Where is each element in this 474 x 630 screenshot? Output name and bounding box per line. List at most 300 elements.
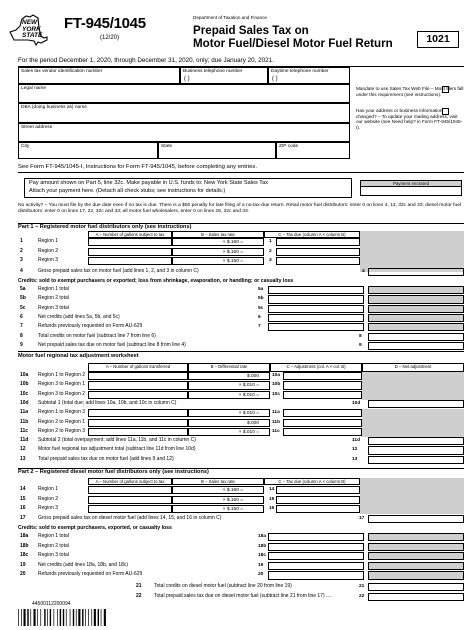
row-7 <box>18 323 464 332</box>
part2-col-c-header: C – Tax due (column A × column B) <box>264 478 360 485</box>
row-11c <box>18 428 464 437</box>
line-4-tag: 4 <box>362 269 365 274</box>
row-3-label-text: Region 3 <box>38 257 59 264</box>
row-1-tag: 1 <box>269 239 272 244</box>
row-3-tag: 3 <box>269 258 272 264</box>
row-7-tag: 7 <box>258 324 261 330</box>
barcode-bar <box>76 609 77 626</box>
row-10c-rate: × $.010 = <box>188 391 270 399</box>
row-13-label-number: 13 <box>20 455 26 462</box>
legal-name-field[interactable] <box>18 84 350 103</box>
business-phone-label: Business telephone number <box>183 69 243 74</box>
row-19 <box>18 562 464 571</box>
row-10b-label-text: Region 3 to Region 1 <box>38 381 85 388</box>
row-19-shade <box>368 562 464 570</box>
row-11c-rate: × $.010 = <box>188 428 270 436</box>
line-17-label: 17 Gross prepaid sales tax on diesel motor fuel (add lines 14, 15, and 16 in column C) <box>20 515 222 521</box>
row-16-label-number: 16 <box>20 505 26 512</box>
row-10b-adjustment[interactable] <box>283 381 362 389</box>
no-activity-note: No activity? – You must file by the due date even if no tax is due. There is a $50 penalty for late filing of a no-tax-due return. Retail motor fuel distributors: enter 0 on lines 4, 13, 32c and 33; diesel motor fuel distributors: enter 0 on lines 17, 22, 32c and 33; all motor fuel wholesalers, enter 0 on lines 28, 32c and 33. <box>18 203 462 214</box>
row-8-amount[interactable] <box>368 333 464 341</box>
row-6-label <box>20 315 120 321</box>
row-10c-tag: 10c <box>272 391 281 397</box>
row-11b <box>18 419 464 428</box>
row-5c-label-number: 5c <box>20 304 26 311</box>
street-address-label: Street address <box>21 125 53 130</box>
form-title-line1: Prepaid Sales Tax on <box>193 24 309 37</box>
line-17 <box>18 515 464 524</box>
row-9-label <box>20 343 186 349</box>
row-5a-label-number: 5a <box>20 286 26 292</box>
row-20-amount[interactable] <box>268 571 364 579</box>
barcode-bar <box>30 609 31 626</box>
row-10d-net[interactable] <box>368 400 464 408</box>
barcode-bar <box>66 609 67 626</box>
row-6-shade <box>368 314 464 322</box>
row-18c-label-number: 18c <box>20 552 29 559</box>
row-5c-tag: 5c <box>258 305 264 311</box>
barcode-bar <box>94 609 96 626</box>
zip-code-field[interactable] <box>276 142 350 159</box>
vendor-id-label: Sales tax vendor identification number <box>21 69 103 74</box>
row-6-label-number: 6 <box>20 313 23 320</box>
row-10c <box>18 391 464 400</box>
row-2-label <box>20 249 58 255</box>
line-22-tag: 22 <box>359 594 365 599</box>
row-10b-tag: 10b <box>272 382 281 388</box>
line-21 <box>18 583 464 592</box>
row-2-label-text: Region 2 <box>38 247 59 254</box>
row-9-amount[interactable] <box>368 342 464 350</box>
row-10d-label-text: Subtotal 1 (total due; add lines 10a, 10b, and 10c in column C) <box>38 399 177 406</box>
row-20-label-number: 20 <box>20 571 26 578</box>
row-11b-label <box>20 420 85 426</box>
city-label: City <box>21 144 30 149</box>
barcode-bar <box>70 609 71 626</box>
row-18a-label-number: 18a <box>20 533 29 539</box>
row-10a-rate: $.000 <box>188 372 270 380</box>
row-2-rate: × $.160 = <box>172 248 264 256</box>
line-17-tag: 17 <box>359 516 365 521</box>
row-5c-label <box>20 306 69 312</box>
row-18a-shade <box>368 533 464 541</box>
row-10b <box>18 381 464 390</box>
row-10b-gallons[interactable] <box>88 381 188 389</box>
row-5b-label-text: Region 2 total <box>38 295 69 302</box>
daytime-phone-label: Daytime telephone number <box>271 69 329 74</box>
row-18b-amount[interactable] <box>268 543 364 551</box>
row-5a <box>18 286 464 295</box>
worksheet-col-b-header: B – Differential rate <box>188 363 270 372</box>
row-12 <box>18 446 464 455</box>
row-5a-amount[interactable] <box>268 286 364 294</box>
row-2 <box>18 248 464 257</box>
row-12-label <box>20 447 196 453</box>
row-9-label-number: 9 <box>20 341 23 348</box>
row-11a-adjustment[interactable] <box>283 409 362 417</box>
row-10d <box>18 400 464 409</box>
row-8-tag: 8 <box>359 333 362 339</box>
instructions-rule <box>18 172 464 173</box>
row-5c-shade <box>368 305 464 313</box>
row-18b-label-number: 18b <box>20 542 29 549</box>
line-22-label: 22 Total prepaid sales tax due on diesel motor fuel (subtract line 21 from line 17) .... <box>136 593 332 599</box>
row-11c-label-number: 11c <box>20 427 29 434</box>
row-10d-label-number: 10d <box>20 399 29 406</box>
row-20-tag: 20 <box>258 572 264 578</box>
row-13-tag: 13 <box>352 456 358 462</box>
row-20-shade <box>368 571 464 579</box>
row-10d-tag: 10d <box>352 400 361 406</box>
row-10c-adjustment[interactable] <box>283 391 362 399</box>
instructions-note: See Form FT-945/1045-I, Instructions for Form FT-945/1045, before completing any entries. <box>18 164 258 170</box>
row-10c-label-text: Region 3 to Region 2 <box>38 390 85 397</box>
row-18b <box>18 543 464 552</box>
form-number: FT-945/1045 <box>64 15 146 32</box>
row-20 <box>18 571 464 580</box>
part2-col-a-header: A – Number of gallons subject to tax <box>88 478 172 485</box>
payment-enclosed-field[interactable] <box>360 180 462 196</box>
payment-line1: Pay amount shown on Part 5, line 32c. Make payable in U.S. funds to: New York State Sales Tax <box>29 180 269 186</box>
row-16-gallons[interactable] <box>88 505 172 513</box>
barcode-bar <box>82 609 83 626</box>
part1-col-b-header: B – Sales tax rate <box>172 231 264 238</box>
row-19-label-text: Net credits (add lines 18a, 18b, and 18c) <box>38 561 129 568</box>
form-title <box>193 25 393 51</box>
row-11a-label <box>20 410 85 416</box>
state-field[interactable] <box>158 142 276 159</box>
row-19-tag: 19 <box>258 562 264 568</box>
line-22-amount[interactable] <box>368 593 464 601</box>
row-3-tax-due[interactable] <box>276 257 360 265</box>
legal-name-label: Legal name <box>21 86 47 91</box>
row-5b <box>18 295 464 304</box>
city-field[interactable] <box>18 142 158 159</box>
barcode-bar <box>47 609 48 626</box>
barcode-bar <box>91 609 92 626</box>
row-10a <box>18 372 464 381</box>
barcode-bar <box>101 609 102 626</box>
row-10a-tag: 10a <box>272 373 281 378</box>
row-5c-amount[interactable] <box>268 305 364 313</box>
row-14 <box>18 486 464 495</box>
row-11b-label-text: Region 2 to Region 1 <box>38 418 85 425</box>
state-label: State <box>161 144 173 149</box>
row-1-tax-due[interactable] <box>276 238 360 246</box>
row-18b-tag: 18b <box>258 543 267 549</box>
row-10a-gallons[interactable] <box>88 372 188 380</box>
row-14-gallons[interactable] <box>88 486 172 494</box>
street-address-field[interactable] <box>18 123 350 142</box>
row-11a-tag: 11a <box>272 410 280 416</box>
row-10a-label <box>20 373 85 379</box>
row-1 <box>18 238 464 247</box>
barcode-bar <box>78 609 80 626</box>
row-1-label-number: 1 <box>20 238 23 244</box>
row-18c-amount[interactable] <box>268 552 364 560</box>
row-11d-label-number: 11d <box>20 437 29 444</box>
row-15-label <box>20 497 58 503</box>
row-15-gallons[interactable] <box>88 496 172 504</box>
row-3-gallons[interactable] <box>88 257 172 265</box>
barcode-number: 44500112200094 <box>32 601 71 607</box>
row-10d-label <box>20 401 176 407</box>
row-11a-label-number: 11a <box>20 409 29 416</box>
row-8-label <box>20 334 156 340</box>
worksheet-col-c-header: C – Adjustment (col. A × col. B) <box>270 363 362 372</box>
row-7-label-number: 7 <box>20 323 23 330</box>
row-5b-tag: 5b <box>258 296 264 302</box>
barcode-bar <box>24 609 26 626</box>
row-16-rate: × $.150 = <box>172 505 264 513</box>
row-11b-rate: $.000 <box>188 419 270 427</box>
row-11d-tag: 11d <box>352 438 361 444</box>
row-18c <box>18 552 464 561</box>
barcode-bar <box>60 609 61 626</box>
row-14-label <box>20 487 58 493</box>
barcode-bar <box>54 609 55 626</box>
mandate-text: Mandate to use Sales Tax Web File – Most filers fall under this requirement (see instructions). <box>356 86 464 97</box>
row-9-tag: 9 <box>359 342 362 348</box>
form-title-line2: Motor Fuel/Diesel Motor Fuel Return <box>193 36 393 50</box>
barcode-bar <box>57 609 58 626</box>
barcode-bar <box>21 609 22 626</box>
row-7-shade <box>368 323 464 331</box>
row-5b-shade <box>368 295 464 303</box>
row-11a-gallons[interactable] <box>88 409 188 417</box>
row-10c-label <box>20 392 85 398</box>
row-18a-tag: 18a <box>258 534 267 539</box>
row-6-label-text: Net credits (add lines 5a, 5b, and 5c) <box>38 313 120 320</box>
department-name: Department of Taxation and Finance <box>193 15 267 20</box>
row-19-label-number: 19 <box>20 561 26 568</box>
row-20-label-text: Refunds previously requested on Form AU-629 <box>38 571 143 578</box>
line-21-amount[interactable] <box>368 583 464 591</box>
row-14-tax-due[interactable] <box>276 486 360 494</box>
barcode-bar <box>85 609 86 626</box>
state-logo-text: NEW YORK STATE <box>22 19 43 39</box>
worksheet-title: Motor fuel regional tax adjustment worksheet <box>18 353 139 359</box>
row-18a-amount[interactable] <box>268 533 364 541</box>
row-5c <box>18 305 464 314</box>
part2-col-b-header: B – Sales tax rate <box>172 478 264 485</box>
barcode-bar <box>40 609 41 626</box>
period-text: For the period December 1, 2020, through December 31, 2020, only; due January 20, 2021. <box>18 57 274 64</box>
row-11a-label-text: Region 1 to Region 3 <box>38 409 85 416</box>
row-16-tax-due[interactable] <box>276 505 360 513</box>
row-18b-label-text: Region 2 total <box>38 542 69 549</box>
row-19-label <box>20 563 128 569</box>
row-15-rate: × $.160 = <box>172 496 264 504</box>
row-16 <box>18 505 464 514</box>
row-13 <box>18 456 464 465</box>
row-10a-label-text: Region 1 to Region 2 <box>38 372 85 378</box>
part1-col-a-header: A – Number of gallons subject to tax <box>88 231 172 238</box>
row-18b-shade <box>368 543 464 551</box>
row-16-label-text: Region 3 <box>38 505 59 512</box>
row-3-label-number: 3 <box>20 257 23 264</box>
row-15-tax-due[interactable] <box>276 496 360 504</box>
row-3-rate: × $.150 = <box>172 257 264 265</box>
row-8-label-text: Total credits on motor fuel (subtract line 7 from line 6) <box>38 332 156 339</box>
row-15-tag: 15 <box>269 496 275 502</box>
barcode-bar <box>104 609 106 626</box>
row-13-label-text: Total prepaid sales tax due on motor fuel (add lines 9 and 12) <box>38 455 174 462</box>
row-6 <box>18 314 464 323</box>
row-2-tax-due[interactable] <box>276 248 360 256</box>
row-9 <box>18 342 464 351</box>
row-1-rate: × $.160 = <box>172 238 264 246</box>
line-4 <box>18 268 464 277</box>
part2-title: Part 2 – Registered diesel motor fuel distributors only (see instructions) <box>18 469 209 475</box>
row-11b-adjustment[interactable] <box>283 419 362 427</box>
row-10b-label-number: 10b <box>20 381 29 388</box>
row-5c-label-text: Region 3 total <box>38 304 69 311</box>
vendor-id-field[interactable] <box>18 67 180 84</box>
row-3 <box>18 257 464 266</box>
form-code-box: 1021 <box>417 31 459 48</box>
row-5a-label-text: Region 1 total <box>38 286 69 292</box>
row-15 <box>18 496 464 505</box>
row-15-label-text: Region 2 <box>38 495 59 502</box>
row-1-label-text: Region 1 <box>38 238 59 244</box>
mandate-checkbox[interactable] <box>442 86 449 93</box>
row-11b-gallons[interactable] <box>88 419 188 427</box>
row-10b-rate: × $.010 = <box>188 381 270 389</box>
daytime-phone-field[interactable] <box>268 67 350 84</box>
credits2-title: Credits: sold to exempt purchasers, exported, or casualty loss <box>18 525 172 531</box>
dba-name-field[interactable] <box>18 103 350 123</box>
worksheet-col-d-header: D – Net adjustment <box>362 363 464 372</box>
barcode-bar <box>34 609 36 626</box>
row-18b-label <box>20 544 69 550</box>
payment-instruction-box <box>24 178 352 198</box>
row-12-label-text: Motor fuel regional tax adjustment total (subtract line 11d from line 10d) <box>38 446 196 453</box>
row-12-label-number: 12 <box>20 446 26 453</box>
row-3-label <box>20 258 58 264</box>
row-11a-rate: × $.010 = <box>188 409 270 417</box>
row-11c-gallons[interactable] <box>88 428 188 436</box>
row-7-label-text: Refunds previously requested on Form AU-629 <box>38 323 143 330</box>
row-15-label-number: 15 <box>20 495 26 502</box>
payment-enclosed-label: Payment enclosed <box>361 181 461 187</box>
row-5a-shade <box>368 286 464 294</box>
row-18c-tag: 18c <box>258 553 267 559</box>
barcode-bar <box>50 609 51 626</box>
line-21-label: 21 Total credits on diesel motor fuel (subtract line 20 from line 19) <box>136 583 292 589</box>
row-18a-label <box>20 534 69 540</box>
row-11d-label <box>20 438 196 444</box>
row-13-net[interactable] <box>368 456 464 464</box>
row-11a <box>18 409 464 418</box>
row-2-tag: 2 <box>269 248 272 254</box>
part1-col-c-header: C – Tax due (column A × column B) <box>264 231 360 238</box>
row-11d-label-text: Subtotal 2 (total overpayment; add lines 11a, 11b, and 11c in column C) <box>38 437 196 444</box>
row-5b-amount[interactable] <box>268 295 364 303</box>
row-5b-label-number: 5b <box>20 295 26 302</box>
row-6-tag: 6 <box>258 314 261 320</box>
business-phone-field[interactable] <box>180 67 268 84</box>
daytime-phone-paren: ( ) <box>272 75 278 82</box>
barcode-bar <box>37 609 38 626</box>
address-change-checkbox[interactable] <box>442 108 449 115</box>
row-18a <box>18 533 464 542</box>
credits1-title: Credits: sold to exempt purchasers or exported; loss from shrinkage, evaporation, or handling; or casualty loss <box>18 278 294 284</box>
row-18c-shade <box>368 552 464 560</box>
barcode-bar <box>63 609 64 626</box>
zip-code-label: ZIP code <box>279 144 299 149</box>
row-10c-gallons[interactable] <box>88 391 188 399</box>
row-7-amount[interactable] <box>268 323 364 331</box>
row-6-amount[interactable] <box>268 314 364 322</box>
business-phone-paren: ( ) <box>184 75 190 82</box>
dba-name-label: DBA (doing business as) name <box>21 105 87 110</box>
row-5a-label <box>20 287 69 293</box>
row-1-gallons[interactable] <box>88 238 172 246</box>
row-14-rate: × $.160 = <box>172 486 264 494</box>
worksheet-rule <box>18 351 464 352</box>
line-21-tag: 21 <box>359 584 365 589</box>
row-2-gallons[interactable] <box>88 248 172 256</box>
row-11c-label <box>20 429 85 435</box>
row-14-tag: 14 <box>269 487 275 492</box>
row-12-tag: 12 <box>352 447 358 453</box>
payment-line2: Attach your payment here. (Detach all check stubs; see instructions for details.) <box>29 188 226 194</box>
line-4-label: 4 Gross prepaid sales tax on motor fuel (add lines 1, 2, and 3 in column C) <box>20 268 199 274</box>
barcode-bar <box>27 609 28 626</box>
barcode-bar <box>44 609 45 626</box>
barcode-bar <box>73 609 74 626</box>
row-11d <box>18 437 464 446</box>
row-11d-net[interactable] <box>368 437 464 445</box>
row-8 <box>18 333 464 342</box>
row-11b-label-number: 11b <box>20 418 29 425</box>
row-14-label-text: Region 1 <box>38 486 59 492</box>
row-18c-label-text: Region 3 total <box>38 552 69 559</box>
row-5b-label <box>20 296 69 302</box>
barcode-image <box>18 609 108 626</box>
row-10a-label-number: 10a <box>20 372 29 378</box>
row-14-label-number: 14 <box>20 486 26 492</box>
barcode-bar <box>18 609 19 626</box>
form-date: (12/20) <box>100 35 120 41</box>
row-10b-label <box>20 382 85 388</box>
row-11b-tag: 11b <box>272 419 281 425</box>
part1-title: Part 1 – Registered motor fuel distributors only (see instructions) <box>18 224 192 230</box>
row-11c-adjustment[interactable] <box>283 428 362 436</box>
row-1-label <box>20 239 58 245</box>
barcode-bar <box>88 609 89 626</box>
row-11c-tag: 11c <box>272 428 280 434</box>
row-16-label <box>20 506 58 512</box>
row-2-label-number: 2 <box>20 247 23 254</box>
row-12-net[interactable] <box>368 446 464 454</box>
row-19-amount[interactable] <box>268 562 364 570</box>
row-10a-adjustment[interactable] <box>283 372 362 380</box>
row-16-tag: 16 <box>269 506 275 512</box>
line-17-amount[interactable] <box>368 515 464 523</box>
row-18c-label <box>20 553 69 559</box>
row-11c-label-text: Region 2 to Region 3 <box>38 427 85 434</box>
row-5a-tag: 5a <box>258 287 264 292</box>
row-20-label <box>20 572 142 578</box>
row-18a-label-text: Region 1 total <box>38 533 69 539</box>
line-4-amount[interactable] <box>368 268 464 276</box>
row-7-label <box>20 324 142 330</box>
row-8-label-number: 8 <box>20 332 23 339</box>
worksheet-col-a-header: A – Number of gallons transferred <box>88 363 188 372</box>
row-13-label <box>20 457 174 463</box>
